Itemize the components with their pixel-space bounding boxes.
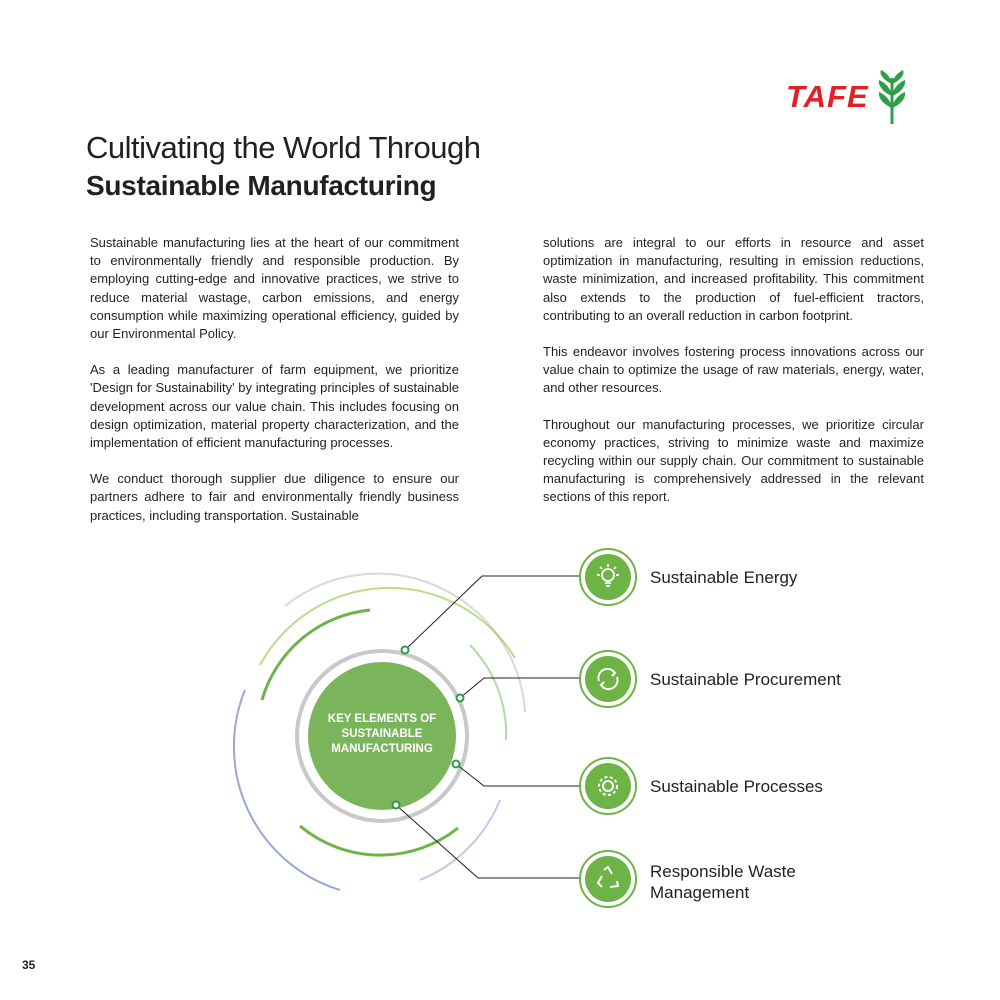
waste-node — [580, 851, 636, 907]
connector-dot — [393, 802, 400, 809]
brand-name: TAFE — [786, 79, 869, 114]
energy-node — [580, 549, 636, 605]
right-column — [543, 234, 924, 525]
wheat-leaf-icon — [875, 70, 909, 124]
paragraph: As a leading manufacturer of farm equipment, we prioritize 'Design for Sustainability' by integrating principles of sustainable development across our value chain. This includes focusing on design optimization, material property characterization, and the implementation of efficient manufacturing processes. — [90, 362, 459, 451]
paragraph: Throughout our manufacturing processes, we prioritize circular economy practices, striving to minimize waste and maximize recycling within our supply chain. Our commitment to sustainable manufacturing is comprehensively addressed in the relevant sections of this report. — [543, 416, 924, 505]
left-column — [90, 234, 459, 543]
element-label-waste-line2: Management — [650, 883, 750, 902]
paragraph: This endeavor involves fostering process innovations across our value chain to optimize the usage of raw materials, energy, water, and other resources. — [543, 344, 924, 396]
element-label-processes: Sustainable Processes — [650, 777, 823, 796]
paragraph: solutions are integral to our efforts in resource and asset optimization in manufacturing, resulting in emission reductions, waste minimization, and increased profitability. This commitment also extends to the production of fuel-efficient tractors, contributing to an overall reduction in carbon footprint. — [543, 235, 924, 323]
page-title-line1: Cultivating the World Through — [86, 130, 481, 165]
element-label-waste-line1: Responsible Waste — [650, 862, 796, 881]
connector-dot — [453, 761, 460, 768]
connector-line-energy — [405, 576, 580, 650]
mid-arc-green-bottom — [300, 826, 458, 855]
element-label-procurement: Sustainable Procurement — [650, 670, 841, 689]
tafe-logo — [786, 70, 909, 124]
page-number: 35 — [22, 958, 36, 972]
connector-dot — [457, 695, 464, 702]
connector-line-processes — [456, 764, 580, 786]
mid-arc-green-right — [470, 645, 506, 740]
paragraph: Sustainable manufacturing lies at the heart of our commitment to environmentally friendly and responsible production. By employing cutting-edge and innovative practices, we strive to reduce material wastage, carbon emissions, and energy consumption while maximizing operational efficiency, guided by our Environmental Policy. — [90, 235, 459, 342]
outer-arc-blue-right — [420, 800, 500, 880]
key-elements-diagram — [0, 540, 1000, 960]
connector-dot — [402, 647, 409, 654]
center-label-line1: KEY ELEMENTS OF — [327, 713, 437, 725]
center-label-line2: SUSTAINABLE — [341, 728, 423, 740]
center-label-line3: MANUFACTURING — [331, 743, 433, 755]
processes-node — [580, 758, 636, 814]
connector-line-waste — [396, 805, 580, 878]
element-label-waste — [650, 861, 796, 903]
element-label-energy: Sustainable Energy — [650, 568, 798, 587]
page-title-line2: Sustainable Manufacturing — [86, 170, 437, 201]
paragraph: We conduct thorough supplier due diligence to ensure our partners adhere to fair and environmentally friendly business practices, including transportation. Sustainable — [90, 471, 459, 523]
procurement-node — [580, 651, 636, 707]
